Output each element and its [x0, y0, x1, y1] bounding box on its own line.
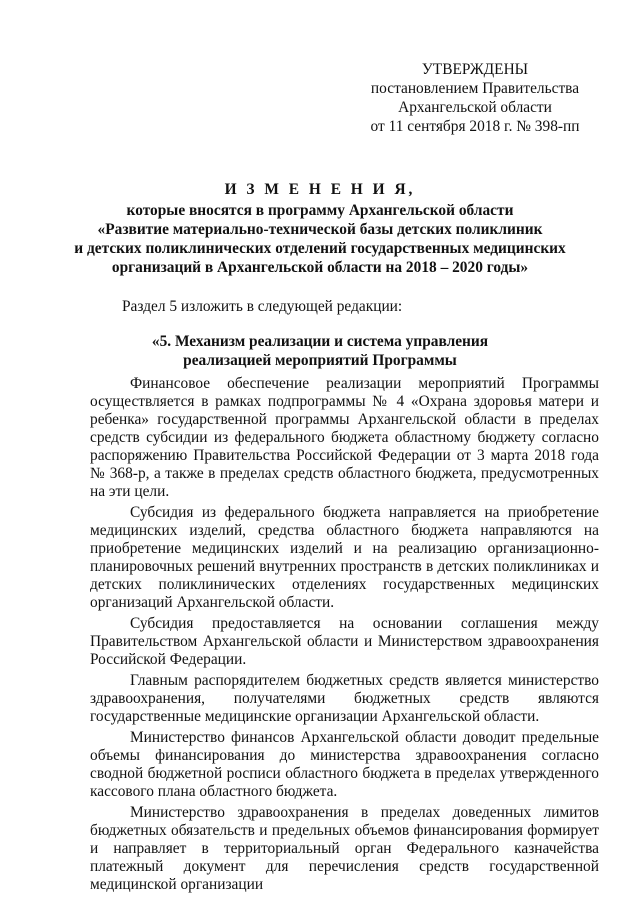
approval-region: Архангельской области — [398, 99, 552, 116]
section-heading — [62, 332, 578, 370]
section-heading-line: «5. Механизм реализации и система управления — [151, 333, 489, 350]
paragraph: Главным распорядителем бюджетных средств является министерство здравоохранения, получателями бюджетных средств являются государственные медицинские организации Архангельской области. — [90, 672, 599, 725]
title-line: которые вносятся в программу Архангельской области — [126, 202, 514, 219]
paragraph: Субсидия из федерального бюджета направляется на приобретение медицинских изделий, средства областного бюджета направляются на приобретение медицинских изделий и на реализацию организационно-планировочных решений внутренних пространств в детских поликлиниках и детских поликлинических отделениях государственных медицинских организаций Архангельской области. — [90, 504, 599, 611]
approval-authority: постановлением Правительства — [370, 80, 580, 97]
title-line: «Развитие материально-технической базы детских поликлиник — [97, 221, 543, 238]
title-main: И З М Е Н Е Н И Я, — [224, 181, 416, 198]
document-body — [90, 375, 599, 897]
document-title — [62, 180, 578, 277]
section-heading-line: реализацией мероприятий Программы — [183, 352, 457, 369]
title-line: и детских поликлинических отделений государственных медицинских — [74, 240, 566, 257]
approval-block — [350, 60, 600, 136]
approval-date-number: от 11 сентября 2018 г. № 398-пп — [370, 118, 580, 135]
intro-text: Раздел 5 изложить в следующей редакции: — [122, 298, 403, 315]
paragraph: Министерство здравоохранения в пределах доведенных лимитов бюджетных обязательств и предельных объемов финансирования формирует и направляет в территориальный орган Федерального казначейства платежный документ для перечисления средств государственной медицинской организации — [90, 804, 599, 893]
approval-status: УТВЕРЖДЕНЫ — [421, 61, 529, 78]
paragraph: Министерство финансов Архангельской области доводит предельные объемы финансирования до министерства здравоохранения согласно сводной бюджетной росписи областного бюджета в пределах утвержденного кассового плана областного бюджета. — [90, 729, 599, 800]
paragraph: Финансовое обеспечение реализации мероприятий Программы осуществляется в рамках подпрограммы № 4 «Охрана здоровья матери и ребенка» государственной программы Архангельской области в пределах средств субсидии из федерального бюджета областному бюджету согласно распоряжению Правительства Российской Федерации от 3 марта 2018 года № 368-р, а также в пределах средств областного бюджета, предусмотренных на эти цели. — [90, 375, 599, 500]
title-line: организаций в Архангельской области на 2018 – 2020 годы» — [111, 259, 529, 276]
paragraph: Субсидия предоставляется на основании соглашения между Правительством Архангельской области и Министерством здравоохранения Российской Федерации. — [90, 615, 599, 668]
